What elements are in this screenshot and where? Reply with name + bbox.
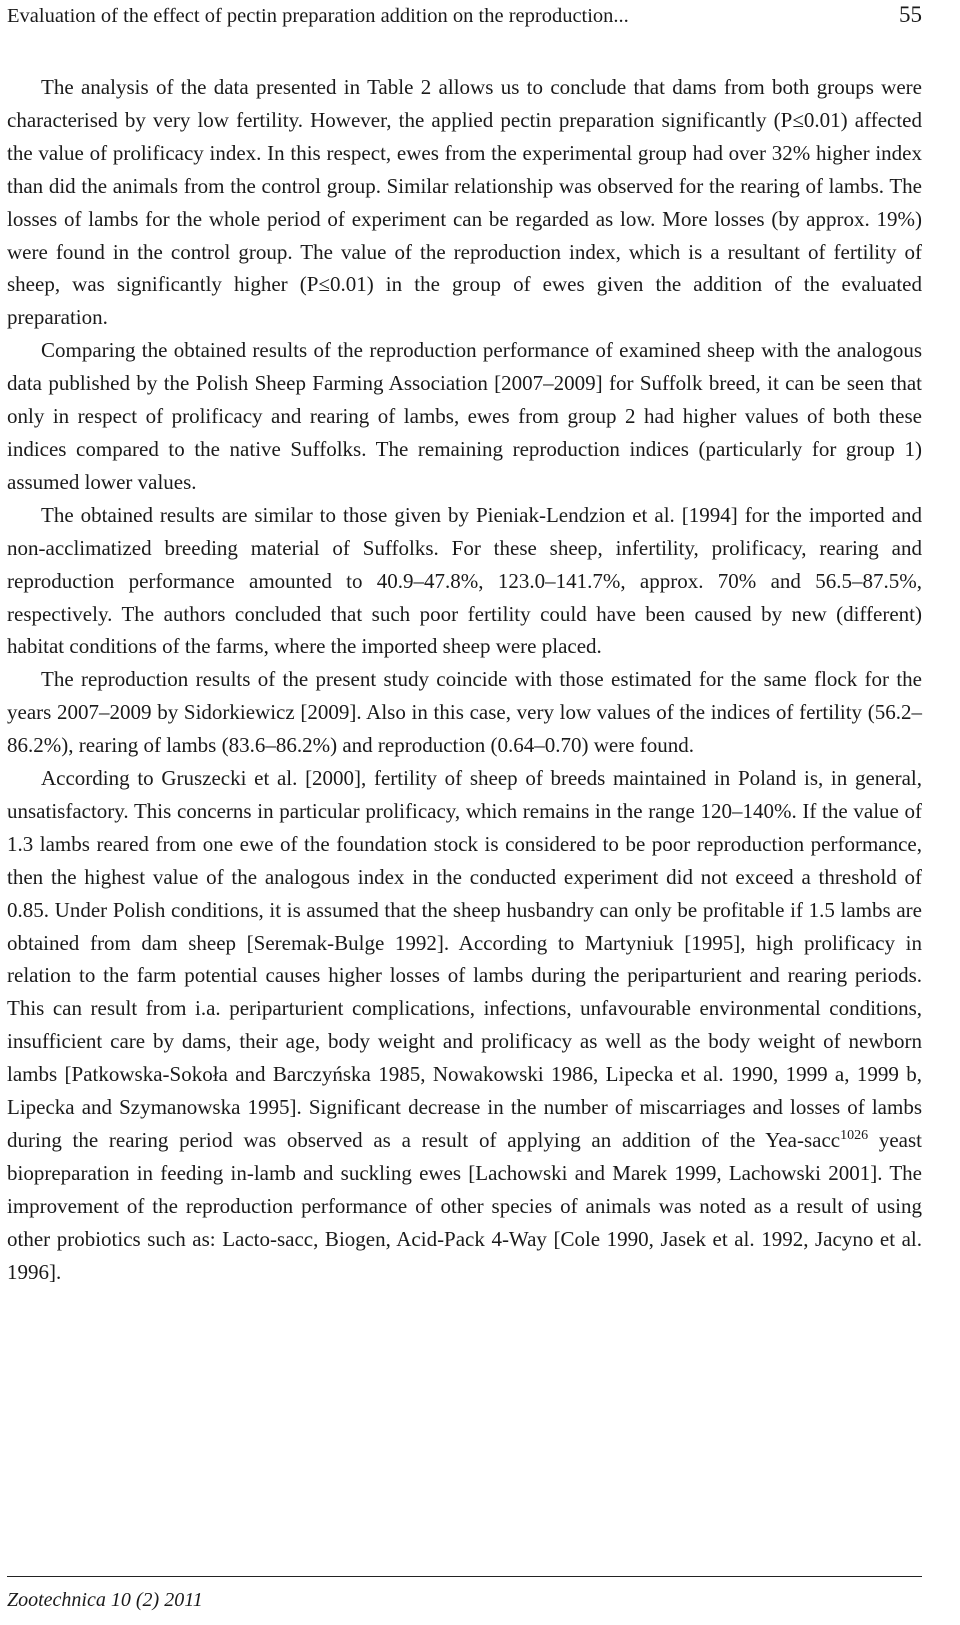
paragraph-2: Comparing the obtained results of the reproduction performance of examined sheep with the analogous data published by the Polish Sheep Farming Association [2007–2009] for Suffolk breed, it can be seen that only in respect of prolificacy and rearing of lambs, ewes from group 2 had higher values of both these indices compared to the native Suffolks. The remaining reproduction indices (particularly for group 1) assumed lower values. [7,338,922,494]
paragraph-5-text-a: According to Gruszecki et al. [2000], fertility of sheep of breeds maintained in Poland is, in general, unsatisfactory. This concerns in particular prolificacy, which remains in the range 120–140%. If the value of 1.3 lambs reared from one ewe of the foundation stock is considered to be poor reproduction performance, then the highest value of the analogous index in the conducted experiment did not exceed a threshold of 0.85. Under Polish conditions, it is assumed that the sheep husbandry can only be profitable if 1.5 lambs are obtained from dam sheep [Seremak-Bulge 1992]. According to Martyniuk [1995], high prolificacy in relation to the farm potential causes higher losses of lambs during the periparturient and rearing periods. This can result from i.a. periparturient complications, infections, unfavourable environmental conditions, insufficient care by dams, their age, body weight and prolificacy as well as the body weight of newborn lambs [Patkowska-Sokoła and Barczyńska 1985, Nowakowski 1986, Lipecka et al. 1990, 1999 a, 1999 b, Lipecka and Szymanowska 1995]. Significant decrease in the number of miscarriages and losses of lambs during the rearing period was observed as a result of applying an addition of the Yea-sacc [7,766,922,1152]
running-title: Evaluation of the effect of pectin preparation addition on the reproduction... [7,5,629,27]
paragraph-4: The reproduction results of the present study coincide with those estimated for the same flock for the years 2007–2009 by Sidorkiewicz [2009]. Also in this case, very low values of the indices of fertility (56.2–86.2%), rearing of lambs (83.6–86.2%) and reproduction (0.64–0.70) were found. [7,667,922,758]
footer-journal-citation: Zootechnica 10 (2) 2011 [7,1589,203,1611]
page-number: 55 [899,2,922,27]
running-header [7,0,922,30]
body-text [7,71,922,1289]
paragraph-1: The analysis of the data presented in Table 2 allows us to conclude that dams from both groups were characterised by very low fertility. However, the applied pectin preparation significantly (P≤0.01) affected the value of prolificacy index. In this respect, ewes from the experimental group had over 32% higher index than did the animals from the control group. Similar relationship was observed for the rearing of lambs. The losses of lambs for the whole period of experiment can be regarded as low. More losses (by approx. 19%) were found in the control group. The value of the reproduction index, which is a resultant of fertility of sheep, was significantly higher (P≤0.01) in the group of ewes given the addition of the evaluated preparation. [7,75,922,330]
paragraph-3: The obtained results are similar to those given by Pieniak-Lendzion et al. [1994] for the imported and non-acclimatized breeding material of Suffolks. For these sheep, infertility, prolificacy, rearing and reproduction performance amounted to 40.9–47.8%, 123.0–141.7%, approx. 70% and 56.5–87.5%, respectively. The authors concluded that such poor fertility could have been caused by new (different) habitat conditions of the farms, where the imported sheep were placed. [7,502,922,659]
paragraph-5-text-b: yeast biopreparation in feeding in-lamb and suckling ewes [Lachowski and Marek 1999, Lachowski 2001]. The improvement of the reproduction performance of other species of animals was noted as a result of using other probiotics such as: Lacto-sacc, Biogen, Acid-Pack 4-Way [Cole 1990, Jasek et al. 1992, Jacyno et al. 1996]. [7,1128,923,1284]
paragraph-5 [7,762,922,1289]
footer-divider [7,1576,922,1577]
superscript-strain-number: 1026 [840,1128,869,1143]
